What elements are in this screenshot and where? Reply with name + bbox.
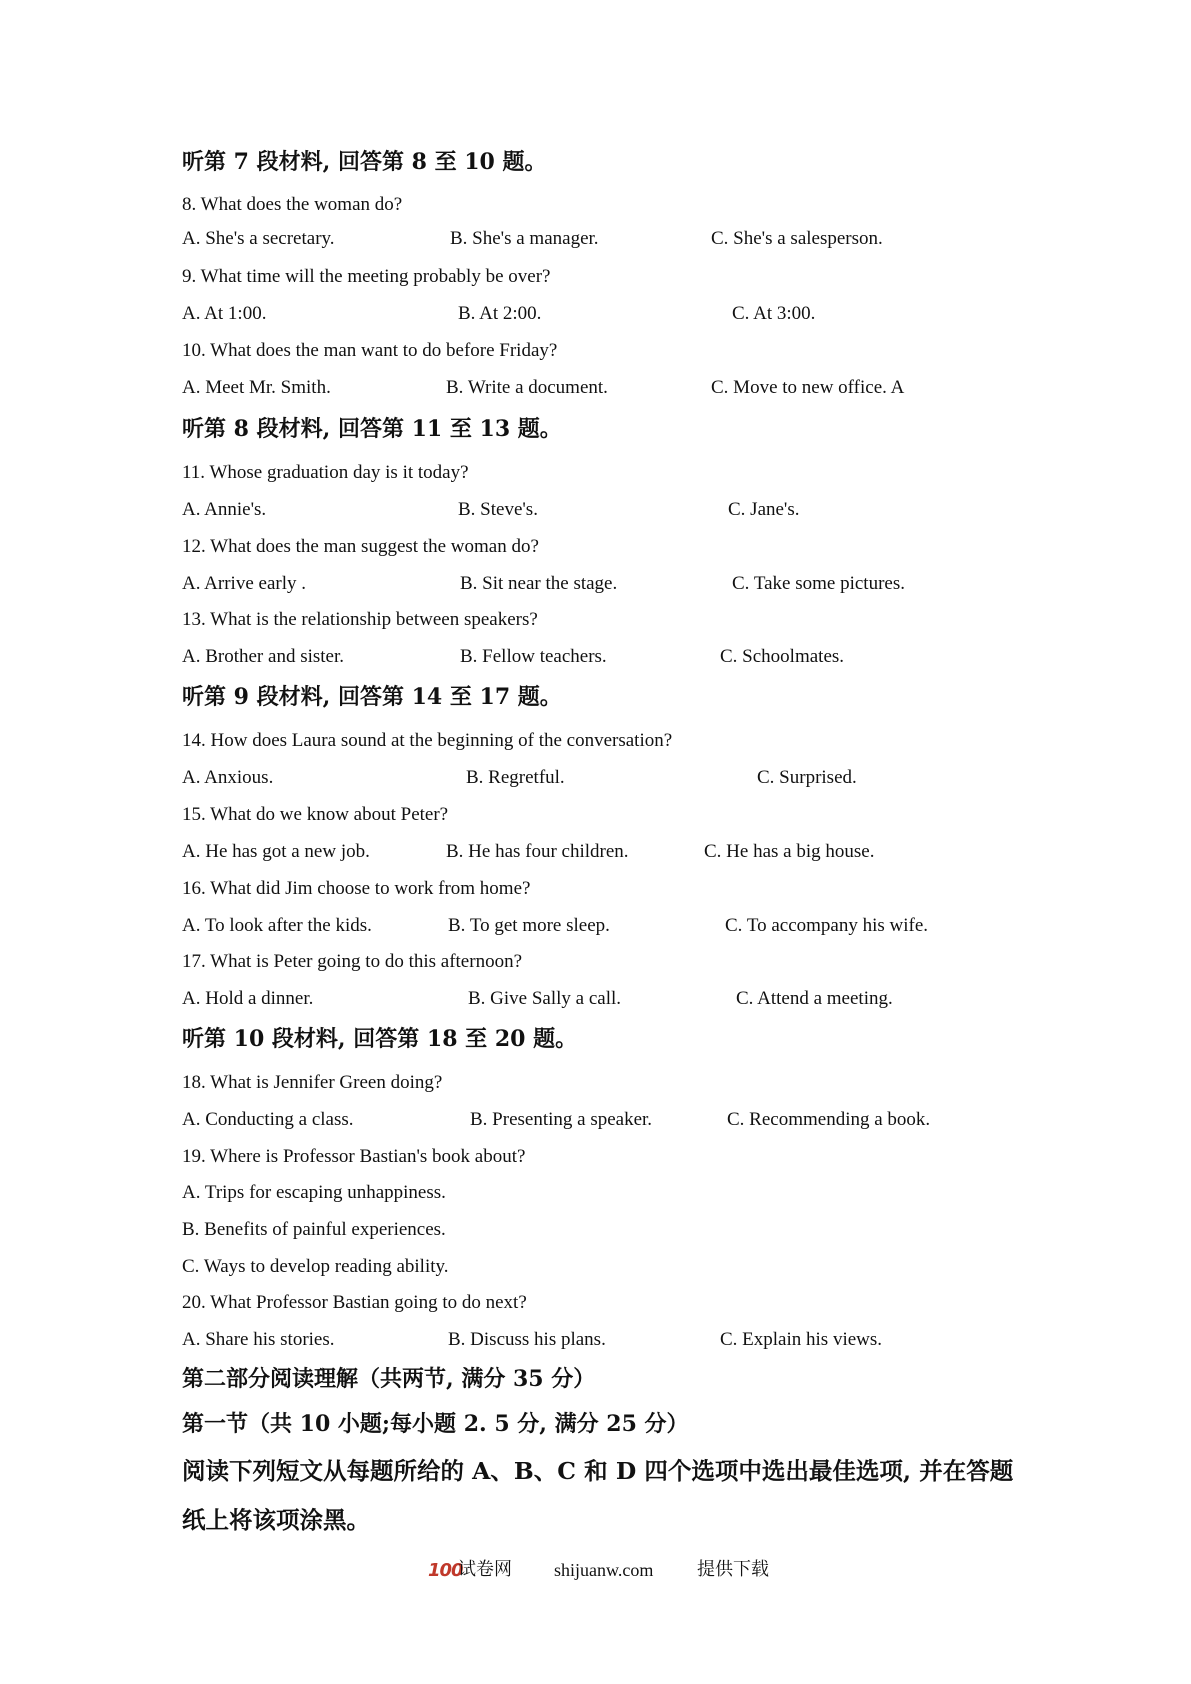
section-heading: 听第 7 段材料, 回答第 8 至 10 题。	[182, 149, 547, 175]
question: 15. What do we know about Peter?	[182, 804, 449, 825]
site-url[interactable]: shijuanw.com	[554, 1560, 654, 1580]
option-b: B. Regretful.	[466, 767, 565, 788]
instruction-line: 纸上将该项涂黑。	[182, 1506, 370, 1534]
option-a: A. Brother and sister.	[182, 646, 345, 667]
option-c: C. Take some pictures.	[732, 573, 905, 594]
option-b: B. At 2:00.	[458, 303, 542, 324]
option-a: A. Annie's.	[182, 499, 267, 520]
option-a: A. Meet Mr. Smith.	[182, 377, 331, 398]
option-c: C. Schoolmates.	[720, 646, 845, 667]
option-a: A. Share his stories.	[182, 1329, 335, 1350]
option-b: B. Benefits of painful experiences.	[182, 1219, 446, 1240]
option-c: C. Ways to develop reading ability.	[182, 1256, 449, 1277]
option-a: A. Anxious.	[182, 767, 274, 788]
question: 13. What is the relationship between speakers?	[182, 609, 538, 630]
footer-note: 提供下载	[697, 1559, 769, 1580]
option-c: C. She's a salesperson.	[711, 228, 883, 249]
option-c: C. He has a big house.	[704, 841, 875, 862]
question: 8. What does the woman do?	[182, 194, 403, 215]
option-b: B. Steve's.	[458, 499, 538, 520]
option-a: A. At 1:00.	[182, 303, 267, 324]
question: 16. What did Jim choose to work from home?	[182, 878, 531, 899]
section-title: 第一节（共 10 小题;每小题 2. 5 分, 满分 25 分）	[182, 1411, 689, 1437]
option-a: A. Arrive early .	[182, 573, 306, 594]
question: 12. What does the man suggest the woman do?	[182, 536, 539, 557]
option-b: B. Presenting a speaker.	[470, 1109, 653, 1130]
question: 20. What Professor Bastian going to do next?	[182, 1292, 527, 1313]
option-c: C. Recommending a book.	[727, 1109, 931, 1130]
section-heading: 听第 8 段材料, 回答第 11 至 13 题。	[182, 416, 562, 442]
option-b: B. She's a manager.	[450, 228, 599, 249]
site-logo-text: 试卷网	[458, 1559, 512, 1580]
option-b: B. Fellow teachers.	[460, 646, 607, 667]
question: 9. What time will the meeting probably be over?	[182, 266, 551, 287]
page-footer	[0, 1556, 1191, 1586]
option-c: C. Jane's.	[728, 499, 800, 520]
option-c: C. Explain his views.	[720, 1329, 883, 1350]
site-logo-number: 100	[428, 1560, 463, 1581]
option-b: B. To get more sleep.	[448, 915, 610, 936]
option-b: B. Give Sally a call.	[468, 988, 622, 1009]
option-b: B. He has four children.	[446, 841, 629, 862]
question: 18. What is Jennifer Green doing?	[182, 1072, 443, 1093]
option-c: C. Surprised.	[757, 767, 857, 788]
option-a: A. Conducting a class.	[182, 1109, 354, 1130]
question: 14. How does Laura sound at the beginning of the conversation?	[182, 730, 673, 751]
question: 11. Whose graduation day is it today?	[182, 462, 469, 483]
question: 10. What does the man want to do before Friday?	[182, 340, 558, 361]
option-b: B. Write a document.	[446, 377, 608, 398]
section-heading: 听第 9 段材料, 回答第 14 至 17 题。	[182, 684, 562, 710]
question: 19. Where is Professor Bastian's book about?	[182, 1146, 526, 1167]
option-a: A. He has got a new job.	[182, 841, 370, 862]
option-b: B. Sit near the stage.	[460, 573, 618, 594]
option-a: A. Hold a dinner.	[182, 988, 314, 1009]
instruction-line: 阅读下列短文从每题所给的 A、B、C 和 D 四个选项中选出最佳选项, 并在答题	[182, 1457, 1014, 1485]
option-a: A. Trips for escaping unhappiness.	[182, 1182, 446, 1203]
option-c: C. Attend a meeting.	[736, 988, 893, 1009]
part-title: 第二部分阅读理解（共两节, 满分 35 分）	[182, 1366, 596, 1392]
option-b: B. Discuss his plans.	[448, 1329, 606, 1350]
section-heading: 听第 10 段材料, 回答第 18 至 20 题。	[182, 1026, 578, 1052]
option-a: A. She's a secretary.	[182, 228, 335, 249]
question: 17. What is Peter going to do this afternoon?	[182, 951, 523, 972]
option-c: C. Move to new office. A	[711, 377, 905, 398]
option-c: C. At 3:00.	[732, 303, 816, 324]
option-a: A. To look after the kids.	[182, 915, 372, 936]
option-c: C. To accompany his wife.	[725, 915, 929, 936]
